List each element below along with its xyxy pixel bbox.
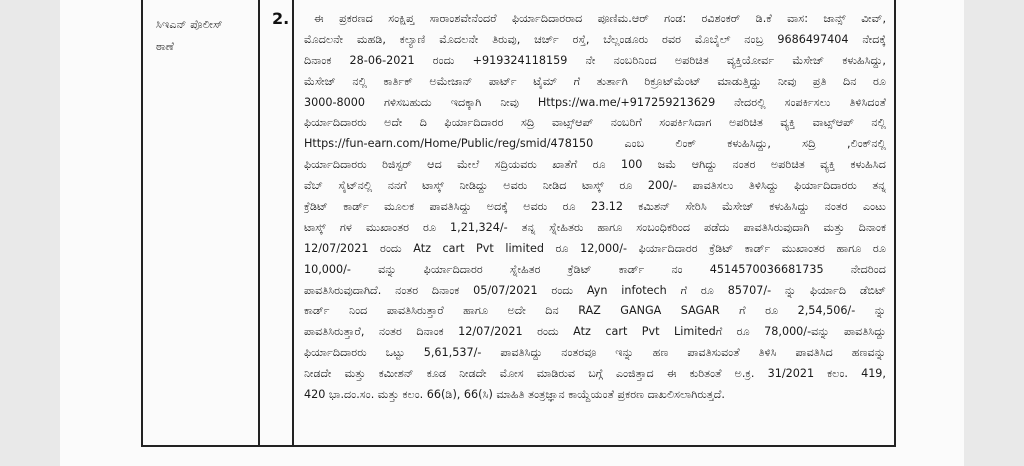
case-summary-text	[304, 9, 886, 406]
summary-line: 10,000/- ವನ್ನು ಫಿರ್ಯಾದಿದಾರರ ಸ್ನೇಹಿತರ ಕ್ರೆಡಿಟ್ ಕಾರ್ಡ್ ನಂ 4514570036681735 ನೇದರಿಂದ	[304, 262, 886, 276]
summary-line: ಫಿರ್ಯಾದಿದಾರರು ಅದೇ ದಿ ಫಿರ್ಯಾದಿದಾರರ ಸದ್ರಿ ವಾಟ್ಸ್ಆಪ್ ನಂಬರಿಗೆ ಸಂಪರ್ಕಿಸಿದಾಗ ಅಪರಿಚಿತ ವ್ಯಕ್ತಿ ವಾಟ್ಸ್ಆಪ್ ನಲ್ಲಿ	[304, 116, 886, 130]
summary-line: ಪಾವತಿಸಿರುವುದಾಗಿದೆ. ನಂತರ ದಿನಾಂಕ 05/07/2021 ರಂದು Ayn infotech ಗೆ ರೂ 85707/- ನ್ನು ಫಿರ್ಯಾದಿ ಡೆಬಿಟ್	[304, 283, 886, 297]
summary-line: ನೀಡದೇ ಮತ್ತು ಕಮೀಶನ್ ಕೂಡ ನೀಡದೇ ಮೋಸ ಮಾಡಿರುವ ಬಗ್ಗೆ ಎಂಜಿತ್ತಾದ ಈ ಕುರಿತಂತೆ ಅ.ಕ್ರ. 31/2021 ಕಲಂ. 419,	[304, 367, 886, 381]
summary-line: ದಿನಾಂಕ 28-06-2021 ರಂದು +919324118159 ನೇ ನಂಬರಿನಿಂದ ಅಪರಿಚಿತ ವ್ಯಕ್ತಿಯೋರ್ವ ಮೆಸೇಜ್ ಕಳುಹಿಸಿದ್ದು,	[304, 53, 886, 67]
serial-number: 2.	[272, 9, 290, 28]
police-station-cell	[156, 14, 256, 58]
summary-line: 3000-8000 ಗಳಿಸಬಹುದು ಇದಕ್ಕಾಗಿ ನೀವು Https://wa.me/+917259213629 ನೇದರಲ್ಲಿ ಸಂಪರ್ಕಿಸಲು ತಿಳಿಸಿದಂತೆ	[304, 95, 886, 109]
summary-line: ಕ್ರೆಡಿಟ್ ಕಾರ್ಡ್ ಮೂಲಕ ಪಾವತಿಸಿದ್ದು ಅದಕ್ಕೆ ಅವರು ರೂ 23.12 ಕಮಿಶನ್ ಸೇರಿಸಿ ಮೆಸೇಜ್ ಕಳುಹಿಸಿದ್ದು ನಂತರ ಎಂಟು	[304, 200, 886, 214]
summary-line: ಫಿರ್ಯಾದಿದಾರರು ರಿಜಿಸ್ಟರ್ ಆದ ಮೇಲೆ ಸದ್ರಿಯವರು ಖಾತೆಗೆ ರೂ 100 ಜಮೆ ಆಗಿದ್ದು ನಂತರ ಅಪರಿಚಿತ ವ್ಯಕ್ತಿ ಕಳುಹಿಸಿದ	[304, 158, 886, 172]
station-name-line1: ಸಿಇಎನ್ ಪೊಲೀಸ್	[156, 18, 223, 31]
column-divider	[292, 0, 294, 445]
station-name-line2: ಠಾಣೆ	[156, 40, 175, 53]
summary-line: ಟಾಸ್ಕ್ ಗಳ ಮುಖಾಂತರ ರೂ 1,21,324/- ತನ್ನ ಸ್ನೇಹಿತರು ಹಾಗೂ ಸಂಬಂಧಿಕರಿಂದ ಪಡೆದು ಪಾವತಿಸಿರುವುದಾಗಿ ಮತ್ತು ದಿನಾಂಕ	[304, 220, 886, 234]
summary-line: 12/07/2021 ರಂದು Atz cart Pvt limited ರೂ 12,000/- ಫಿರ್ಯಾದಿದಾರರ ಕ್ರೆಡಿಟ್ ಕಾರ್ಡ್ ಮುಖಾಂತರ ಹಾಗೂ ರೂ	[304, 241, 886, 255]
summary-line: Https://fun-earn.com/Home/Public/reg/smid/478150 ಎಂಬ ಲಿಂಕ್ ಕಳುಹಿಸಿದ್ದು, ಸದ್ರಿ ,ಲಿಂಕ್‌ನಲ್ಲಿ	[304, 137, 886, 151]
summary-line: ವೆಬ್ ಸೈಟ್‌ನಲ್ಲಿ ನನಗೆ ಟಾಸ್ಕ್ ನೀಡಿದ್ದು ಅವರು ನೀಡಿದ ಟಾಸ್ಕ್ ರೂ 200/- ಪಾವತಿಸಲು ತಿಳಿಸಿದ್ದು ಫಿರ್ಯಾದಿದಾರರು ತನ್ನ	[304, 179, 886, 193]
summary-line: ಫಿರ್ಯಾದಿದಾರರು ಒಟ್ಟು 5,61,537/- ಪಾವತಿಸಿದ್ದು ನಂತರವೂ ಇನ್ನು ಹಣ ಪಾವತಿಸುವಂತೆ ತಿಳಿಸಿ ಪಾವತಿಸಿದ ಹಣವನ್ನು	[304, 346, 886, 360]
summary-line: ಮೊದಲನೇ ಮಹಡಿ, ಕಲ್ಯಾಣಿ ಮೊದಲನೇ ತಿರುವು, ಚರ್ಚ್ ರಸ್ತೆ, ಬೆಲ್ಲಂಡೂರು ರವರ ಮೊಬೈಲ್ ನಂಬ್ರ 9686497404 ನೇದಕ್ಕೆ	[304, 32, 886, 46]
column-divider	[258, 0, 260, 445]
summary-line: 420 ಭಾ.ದಂ.ಸಂ. ಮತ್ತು ಕಲಂ. 66(ಡಿ), 66(ಸಿ) ಮಾಹಿತಿ ತಂತ್ರಜ್ಞಾನ ಕಾಯ್ದೆಯಂತೆ ಪ್ರಕರಣ ದಾಖಲಿಸಲಾಗಿರುತ್ತದೆ.	[304, 388, 725, 402]
summary-line: ಪಾವತಿಸಿರುತ್ತಾರೆ, ನಂತರ ದಿನಾಂಕ 12/07/2021 ರಂದು Atz cart Pvt Limitedಗೆ ರೂ 78,000/-ವನ್ನು ಪಾವತಿಸಿದ್ದು	[304, 325, 886, 339]
summary-line: ಈ ಪ್ರಕರಣದ ಸಂಕ್ಷಿಪ್ತ ಸಾರಾಂಶವೇನೆಂದರೆ ಫಿರ್ಯಾದಿದಾರರಾದ ಪೂಣಿಮ.ಆರ್ ಗಂಡ: ರವಿಶಂಕರ್ ಡಿ.ಕೆ ವಾಸ: ಜಾನ್ಸ್ ವೀವ್,	[314, 12, 886, 25]
summary-line: ಮೆಸೇಜ್ ನಲ್ಲಿ ಕಾರ್ತಿಕ್ ಅಮೇಜಾನ್ ಪಾರ್ಟ್ ಟೈಮ್ ಗೆ ತುರ್ತಾಗಿ ರಿಕ್ರೂಟ್‌ಮೆಂಟ್ ಮಾಡುತ್ತಿದ್ದು ನೀವು ಪ್ರತಿ ದಿನ ರೂ	[304, 74, 886, 88]
summary-line: ಕಾರ್ಡ್ ನಿಂದ ಪಾವತಿಸಿರುತ್ತಾರೆ ಹಾಗೂ ಅದೇ ದಿನ RAZ GANGA SAGAR ಗೆ ರೂ 2,54,506/- ನ್ನು	[304, 304, 886, 318]
